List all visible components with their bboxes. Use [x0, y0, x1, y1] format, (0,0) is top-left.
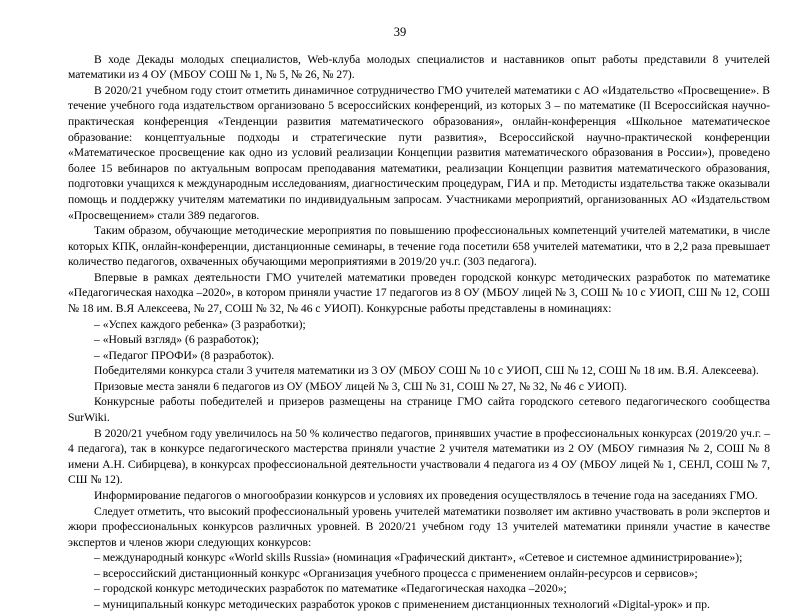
- paragraph: Призовые места заняли 6 педагогов из ОУ (МБОУ лицей № 3, СШ № 31, СОШ № 27, № 32, № 46 с УИОП).: [94, 379, 627, 393]
- list-item: – «Успех каждого ребенка» (3 разработки);: [94, 317, 306, 331]
- paragraph: Информирование педагогов о многообразии конкурсов и условиях их проведения осуществлялось в течение года на заседаниях ГМО.: [94, 488, 758, 502]
- list-item: – муниципальный конкурс методических разработок уроков с применением дистанционных технологий «Digital-урок» и пр.: [94, 597, 710, 611]
- paragraph: В 2020/21 учебном году увеличилось на 50 % количество педагогов, принявших участие в профессиональных конкурсах (2019/20 уч.г. – 4 педагога), так в конкурсе педагогического мастерства приняли участие 2 учителя математики из 2 ОУ (МБОУ гимназия № 2, СОШ № 8 имени А.Н. Сибирцева), в конкурсах профессиональной деятельности участвовали 4 педагога из 4 ОУ (МБОУ лицей № 1, СЕНЛ, СОШ № 7, СШ № 12).: [68, 426, 770, 487]
- paragraph: Конкурсные работы победителей и призеров размещены на странице ГМО сайта городского сетевого педагогического сообщества SurWiki.: [68, 395, 770, 425]
- paragraph: В 2020/21 учебном году стоит отметить динамичное сотрудничество ГМО учителей математики с АО «Издательство «Просвещение». В течение учебного года издательством организовано 5 всероссийских конференций, из которых 3 – по математике (II Всероссийская научно-практическая конференция «Тенденции развития математического образования», онлайн-конференция «Школьное математическое образование: концептуальные подходы и стратегические пути развития», Всероссийской научно-практической конференции «Математическое просвещение как одно из условий реализации Концепции развития математического образования в России»), проведено более 15 вебинаров по актуальным вопросам преподавания математики, реализации Концепции развития математического образования, подготовки учащихся к международным исследованиям, диагностическим процедурам, ГИА и пр. Методисты издательства также оказывали помощь и поддержку учителям математики по индивидуальным запросам. Участниками мероприятий, организованных АО «Издательством «Просвещением» стали 389 педагогов.: [68, 83, 770, 222]
- page-number: 39: [393, 25, 407, 39]
- paragraph: Таким образом, обучающие методические мероприятия по повышению профессиональных компетенций учителей математики, в числе которых КПК, онлайн-конференции, дистанционные семинары, в течение года посетили 658 учителей математики, что в 2,2 раза превышает количество педагогов, охваченных обучающими мероприятиями в 2019/20 уч.г. (303 педагога).: [68, 224, 770, 269]
- document-body: [68, 52, 770, 613]
- paragraph: В ходе Декады молодых специалистов, Web-клуба молодых специалистов и наставников опыт работы представили 8 учителей математики из 4 ОУ (МБОУ СОШ № 1, № 5, № 26, № 27).: [68, 52, 770, 82]
- list-item: – «Педагог ПРОФИ» (8 разработок).: [94, 348, 275, 362]
- paragraph: Победителями конкурса стали 3 учителя математики из 3 ОУ (МБОУ СОШ № 10 с УИОП, СШ № 12, СОШ № 18 им. В.Я. Алексеева).: [94, 364, 759, 378]
- list-item: – «Новый взгляд» (6 разработок);: [94, 333, 259, 347]
- paragraph: Впервые в рамках деятельности ГМО учителей математики проведен городской конкурс методических разработок по математике «Педагогическая находка –2020», в котором приняли участие 17 педагогов из 8 ОУ (МБОУ лицей № 3, СОШ № 10 с УИОП, СШ № 12, СОШ № 18 им. В.Я Алексеева, № 27, СОШ № 32, № 46 с УИОП). Конкурсные работы представлены в номинациях:: [68, 270, 770, 315]
- list-item: – международный конкурс «World skills Russia» (номинация «Графический диктант», «Сетевое и системное администрирование»);: [94, 551, 743, 565]
- paragraph: Следует отметить, что высокий профессиональный уровень учителей математики позволяет им активно участвовать в роли экспертов и жюри профессиональных конкурсов различных уровней. В 2020/21 учебном году 13 учителей математики приняли участие в качестве экспертов и членов жюри следующих конкурсов:: [68, 504, 770, 549]
- list-item: – городской конкурс методических разработок по математике «Педагогическая находка –2020»;: [94, 582, 567, 596]
- list-item: – всероссийский дистанционный конкурс «Организация учебного процесса с применением онлайн-ресурсов и сервисов»;: [94, 566, 698, 580]
